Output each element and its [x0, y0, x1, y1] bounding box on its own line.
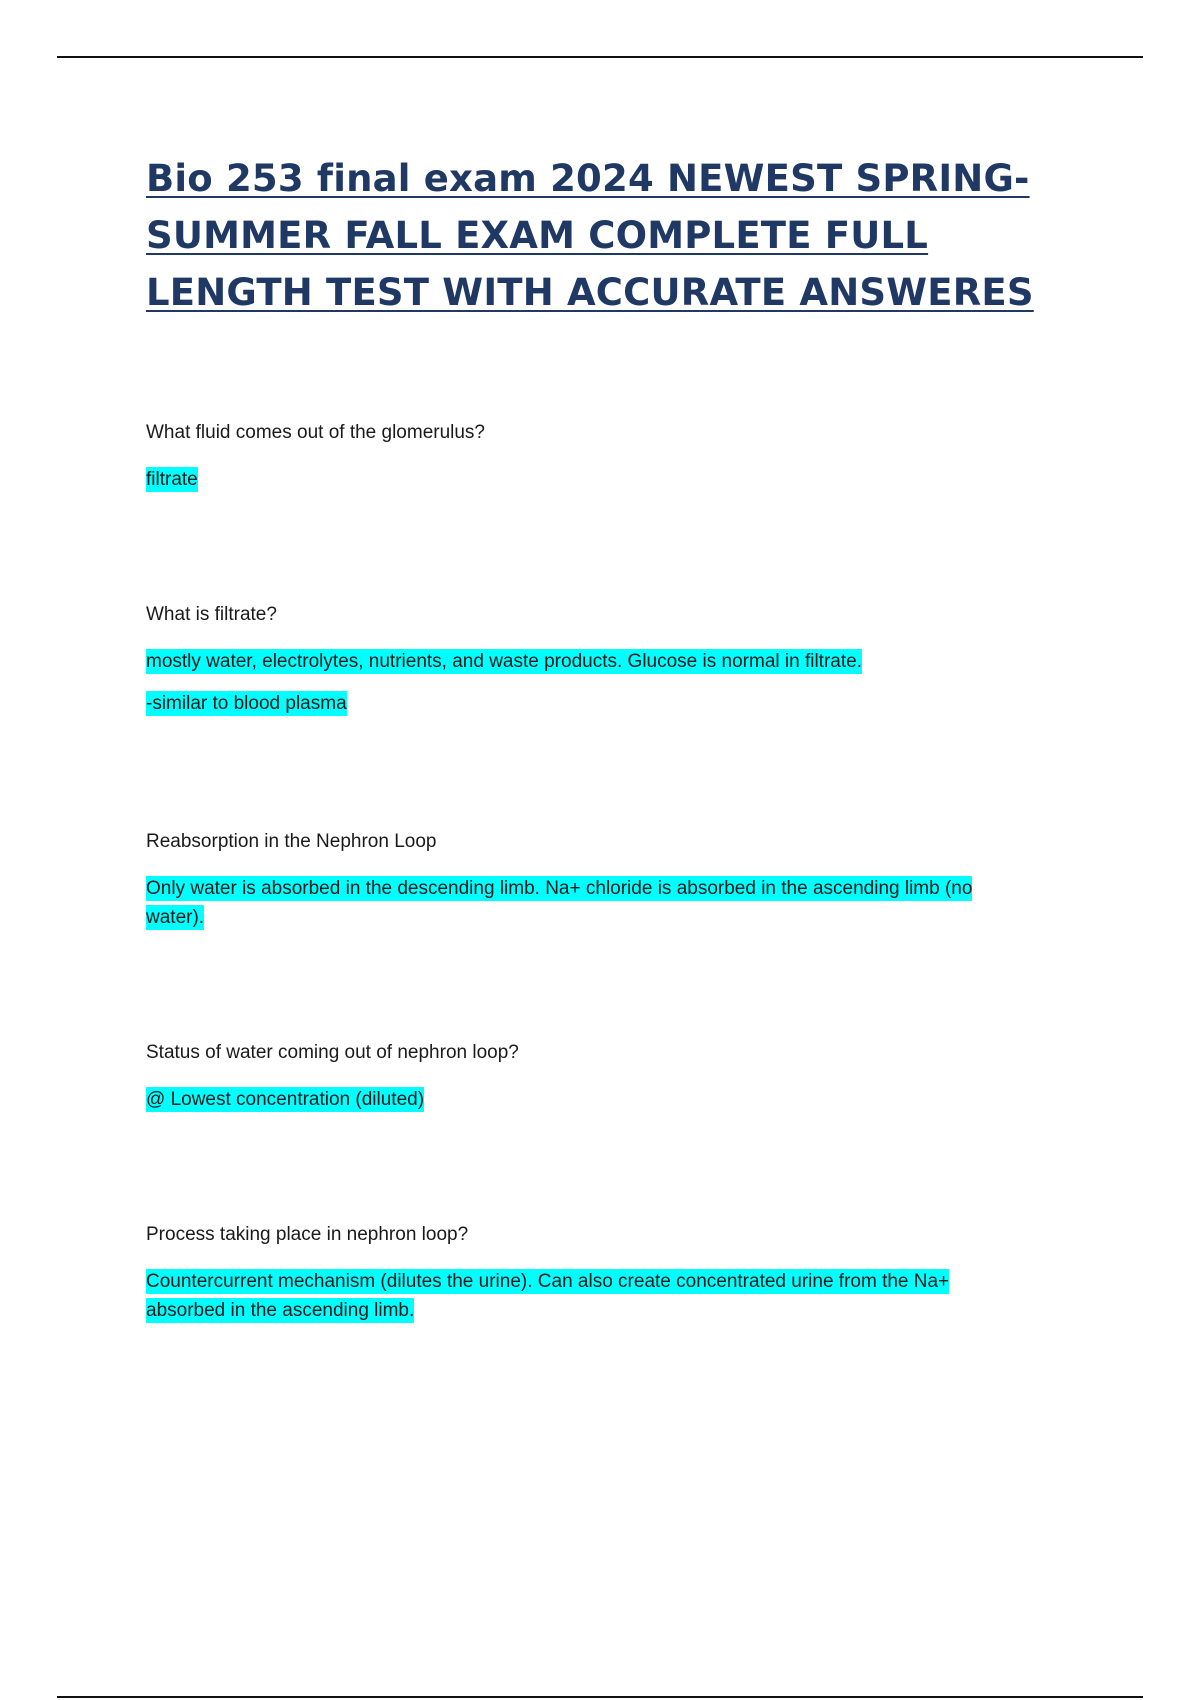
question-text: Status of water coming out of nephron loop? — [146, 1042, 519, 1063]
answer-text — [146, 465, 1106, 494]
qa-item-2 — [146, 602, 1106, 718]
answer-text — [146, 1085, 1106, 1114]
answer-highlight: filtrate — [146, 469, 198, 490]
header-rule — [57, 56, 1143, 58]
answer-highlight: -similar to blood plasma — [146, 693, 347, 714]
question-text: What fluid comes out of the glomerulus? — [146, 422, 486, 443]
question-text: Process taking place in nephron loop? — [146, 1224, 469, 1245]
answer-highlight: @ Lowest concentration (diluted) — [146, 1089, 425, 1110]
answer-highlight: Only water is absorbed in the descending limb. Na+ chloride is absorbed in the ascending limb (no water). — [146, 878, 973, 928]
qa-item-4 — [146, 1040, 1106, 1114]
answer-text — [146, 647, 1106, 676]
document-page — [146, 150, 1106, 321]
footer-rule — [57, 1696, 1143, 1698]
qa-item-5 — [146, 1222, 1106, 1325]
question-text: Reabsorption in the Nephron Loop — [146, 831, 437, 852]
answer-highlight: Countercurrent mechanism (dilutes the urine). Can also create concentrated urine from the Na+ absorbed in the ascending limb. — [146, 1271, 950, 1321]
answer-text — [146, 689, 1106, 718]
document-title: Bio 253 final exam 2024 NEWEST SPRING-SUMMER FALL EXAM COMPLETE FULL LENGTH TEST WITH ACCURATE ANSWERES — [146, 157, 1034, 314]
answer-text — [146, 874, 1026, 932]
answer-highlight: mostly water, electrolytes, nutrients, and waste products. Glucose is normal in filtrate. — [146, 651, 862, 672]
question-text: What is filtrate? — [146, 604, 277, 625]
answer-text — [146, 1267, 1026, 1325]
qa-item-3 — [146, 829, 1106, 932]
qa-item-1 — [146, 420, 1106, 494]
